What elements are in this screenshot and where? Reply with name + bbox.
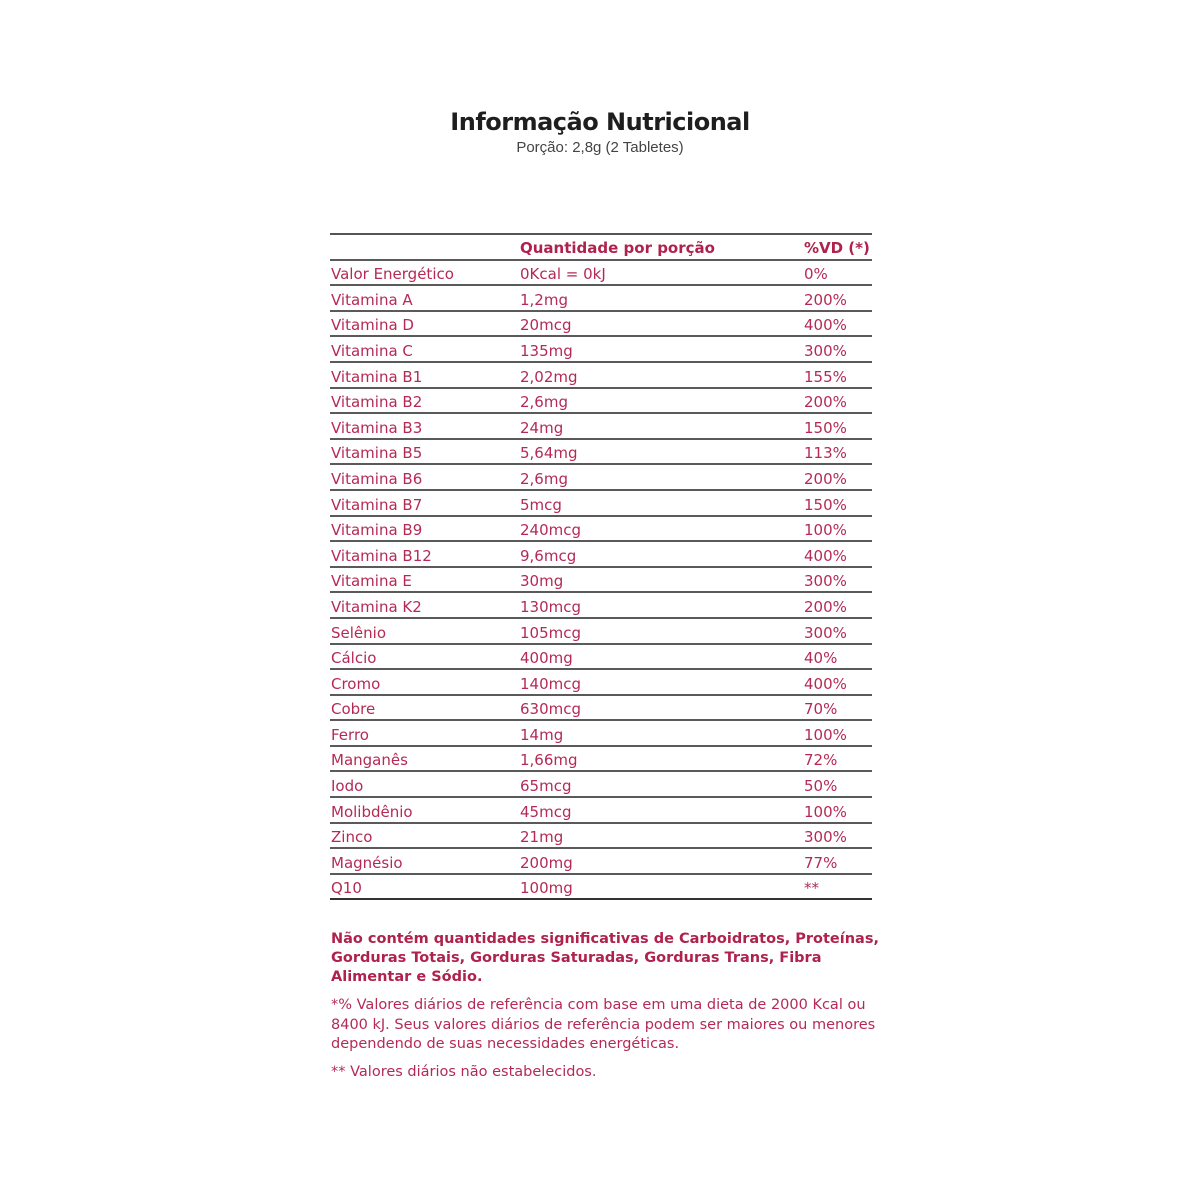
table-row	[330, 491, 872, 517]
table-row	[330, 337, 872, 363]
nutrient-amount: 1,66mg	[520, 751, 578, 770]
nutrient-amount: 200mg	[520, 853, 573, 872]
column-header-amount: Quantidade por porção	[520, 238, 715, 257]
nutrient-amount: 1,2mg	[520, 290, 568, 309]
table-row	[330, 286, 872, 312]
nutrient-daily-value: 77%	[804, 853, 838, 872]
nutrient-daily-value: 200%	[804, 393, 847, 412]
table-header-row	[330, 235, 872, 261]
nutrient-daily-value: 50%	[804, 777, 838, 796]
nutrient-daily-value: 72%	[804, 751, 838, 770]
nutrient-name: Vitamina B6	[331, 469, 423, 488]
nutrient-name: Valor Energético	[331, 265, 454, 284]
table-row	[330, 849, 872, 875]
nutrient-name: Vitamina A	[331, 290, 413, 309]
nutrient-daily-value: 100%	[804, 725, 847, 744]
nutrient-daily-value: 40%	[804, 649, 838, 668]
nutrient-daily-value: 400%	[804, 546, 847, 565]
nutrient-amount: 24mg	[520, 418, 564, 437]
table-row	[330, 824, 872, 850]
table-row	[330, 414, 872, 440]
nutrient-name: Vitamina B7	[331, 495, 423, 514]
nutrient-name: Selênio	[331, 623, 386, 642]
nutrient-amount: 400mg	[520, 649, 573, 668]
nutrient-name: Vitamina E	[331, 572, 412, 591]
nutrient-name: Magnésio	[331, 853, 403, 872]
table-row	[330, 619, 872, 645]
nutrient-amount: 5,64mg	[520, 444, 578, 463]
table-row	[330, 389, 872, 415]
nutrient-amount: 21mg	[520, 828, 564, 847]
table-row	[330, 798, 872, 824]
nutrient-name: Q10	[331, 879, 362, 898]
table-row	[330, 593, 872, 619]
nutrient-daily-value: 0%	[804, 265, 828, 284]
nutrient-amount: 240mcg	[520, 521, 582, 540]
table-row	[330, 670, 872, 696]
daily-values-footnote: *% Valores diários de referência com base em uma dieta de 2000 Kcal ou 8400 kJ. Seus valores diários de referência podem ser maiores ou menores dependendo de suas necessidades energéticas.	[331, 997, 876, 1052]
not-established-footnote: ** Valores diários não estabelecidos.	[331, 1064, 597, 1080]
nutrient-daily-value: 113%	[804, 444, 847, 463]
nutrient-daily-value: 200%	[804, 469, 847, 488]
column-header-daily-value: %VD (*)	[804, 238, 870, 257]
nutrient-daily-value: 300%	[804, 828, 847, 847]
nutrient-amount: 65mcg	[520, 777, 572, 796]
nutrient-name: Cálcio	[331, 649, 377, 668]
nutrient-daily-value: 300%	[804, 623, 847, 642]
table-row	[330, 772, 872, 798]
nutrient-name: Molibdênio	[331, 802, 413, 821]
nutrient-name: Vitamina C	[331, 341, 413, 360]
nutrient-name: Vitamina B12	[331, 546, 432, 565]
nutrient-amount: 14mg	[520, 725, 564, 744]
nutrient-amount: 0Kcal = 0kJ	[520, 265, 606, 284]
nutrient-amount: 9,6mcg	[520, 546, 577, 565]
nutrient-amount: 630mcg	[520, 700, 582, 719]
page-title: Informação Nutricional	[450, 108, 750, 136]
nutrient-name: Vitamina K2	[331, 597, 422, 616]
nutrient-daily-value: **	[804, 879, 819, 898]
serving-size: Porção: 2,8g (2 Tabletes)	[516, 139, 684, 156]
nutrient-daily-value: 200%	[804, 597, 847, 616]
nutrient-name: Iodo	[331, 777, 364, 796]
nutrient-daily-value: 70%	[804, 700, 838, 719]
nutrient-name: Ferro	[331, 725, 369, 744]
nutrient-amount: 30mg	[520, 572, 564, 591]
nutrient-name: Vitamina B9	[331, 521, 423, 540]
nutrient-amount: 100mg	[520, 879, 573, 898]
table-row	[330, 465, 872, 491]
nutrient-amount: 5mcg	[520, 495, 562, 514]
nutrient-daily-value: 200%	[804, 290, 847, 309]
table-row	[330, 440, 872, 466]
nutrient-daily-value: 100%	[804, 802, 847, 821]
nutrient-name: Zinco	[331, 828, 373, 847]
nutrient-daily-value: 400%	[804, 316, 847, 335]
nutrient-name: Cobre	[331, 700, 376, 719]
table-row	[330, 696, 872, 722]
nutrient-daily-value: 300%	[804, 341, 847, 360]
nutrient-amount: 2,02mg	[520, 367, 578, 386]
nutrient-amount: 45mcg	[520, 802, 572, 821]
nutrient-name: Vitamina B1	[331, 367, 423, 386]
table-row	[330, 875, 872, 901]
nutrient-amount: 2,6mg	[520, 469, 568, 488]
nutrient-name: Vitamina B3	[331, 418, 423, 437]
nutrient-name: Vitamina B5	[331, 444, 423, 463]
table-row	[330, 568, 872, 594]
nutrient-daily-value: 300%	[804, 572, 847, 591]
nutrient-name: Vitamina B2	[331, 393, 423, 412]
nutrient-name: Vitamina D	[331, 316, 414, 335]
table-row	[330, 645, 872, 671]
table-body	[330, 261, 872, 901]
nutrient-amount: 140mcg	[520, 674, 582, 693]
nutrient-daily-value: 155%	[804, 367, 847, 386]
nutrient-daily-value: 400%	[804, 674, 847, 693]
nutrient-amount: 135mg	[520, 341, 573, 360]
not-significant-note: Não contém quantidades significativas de Carboidratos, Proteínas, Gorduras Totais, Gorduras Saturadas, Gorduras Trans, Fibra Alimentar e Sódio.	[331, 931, 879, 985]
nutrient-name: Cromo	[331, 674, 381, 693]
table-row	[330, 517, 872, 543]
table-row	[330, 721, 872, 747]
nutrient-daily-value: 100%	[804, 521, 847, 540]
table-row	[330, 747, 872, 773]
nutrient-name: Manganês	[331, 751, 408, 770]
nutrient-amount: 2,6mg	[520, 393, 568, 412]
table-row	[330, 542, 872, 568]
table-row	[330, 363, 872, 389]
nutrient-amount: 105mcg	[520, 623, 582, 642]
nutrition-table	[330, 233, 872, 900]
nutrient-daily-value: 150%	[804, 495, 847, 514]
table-row	[330, 312, 872, 338]
nutrient-amount: 20mcg	[520, 316, 572, 335]
table-row	[330, 261, 872, 287]
nutrient-amount: 130mcg	[520, 597, 582, 616]
nutrient-daily-value: 150%	[804, 418, 847, 437]
